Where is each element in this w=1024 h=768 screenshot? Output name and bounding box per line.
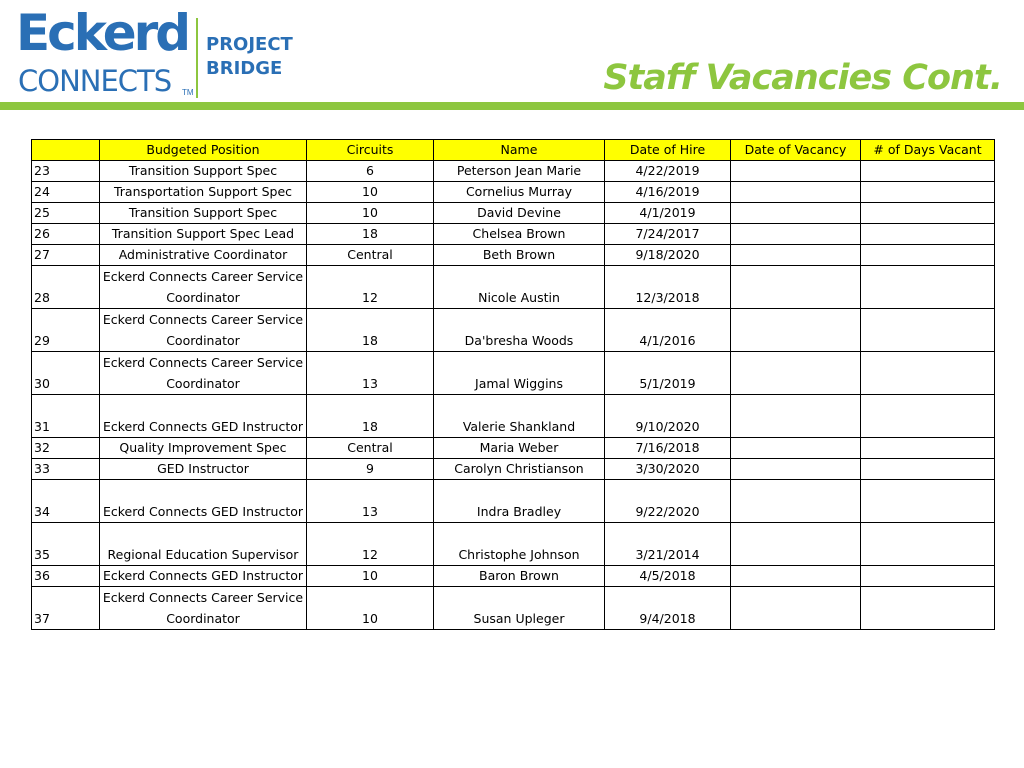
hire-date-cell: 9/10/2020: [605, 395, 731, 438]
hire-date-cell: 7/24/2017: [605, 224, 731, 245]
column-header-circuits: Circuits: [307, 140, 434, 161]
days-vacant-cell: [861, 395, 995, 438]
row-number-cell: 26: [32, 224, 100, 245]
circuits-cell: 12: [307, 266, 434, 309]
row-number-cell: 23: [32, 161, 100, 182]
days-vacant-cell: [861, 352, 995, 395]
vacancy-date-cell: [731, 182, 861, 203]
logo-trademark: TM: [182, 88, 194, 97]
logo-brand-bottom: CONNECTS: [18, 64, 172, 98]
position-cell: Eckerd Connects Career Service Coordinator: [100, 587, 307, 630]
circuits-cell: Central: [307, 438, 434, 459]
name-cell: Chelsea Brown: [434, 224, 605, 245]
name-cell: Indra Bradley: [434, 480, 605, 523]
row-number-cell: 33: [32, 459, 100, 480]
table-row: [32, 266, 995, 309]
days-vacant-cell: [861, 587, 995, 630]
row-number-cell: 31: [32, 395, 100, 438]
table-row: [32, 587, 995, 630]
staff-vacancies-table: [31, 139, 995, 630]
table-row: [32, 182, 995, 203]
position-cell: GED Instructor: [100, 459, 307, 480]
column-header-vacancy-date: Date of Vacancy: [731, 140, 861, 161]
vacancy-date-cell: [731, 161, 861, 182]
hire-date-cell: 4/5/2018: [605, 566, 731, 587]
row-number-cell: 28: [32, 266, 100, 309]
name-cell: Carolyn Christianson: [434, 459, 605, 480]
hire-date-cell: 5/1/2019: [605, 352, 731, 395]
position-cell: Administrative Coordinator: [100, 245, 307, 266]
row-number-cell: 27: [32, 245, 100, 266]
days-vacant-cell: [861, 161, 995, 182]
column-header-position: Budgeted Position: [100, 140, 307, 161]
table-row: [32, 352, 995, 395]
hire-date-cell: 4/16/2019: [605, 182, 731, 203]
vacancy-date-cell: [731, 438, 861, 459]
hire-date-cell: 12/3/2018: [605, 266, 731, 309]
name-cell: Peterson Jean Marie: [434, 161, 605, 182]
hire-date-cell: 9/4/2018: [605, 587, 731, 630]
hire-date-cell: 4/1/2019: [605, 203, 731, 224]
row-number-cell: 32: [32, 438, 100, 459]
column-header-hire-date: Date of Hire: [605, 140, 731, 161]
logo-program-line2: BRIDGE: [206, 58, 283, 79]
table-row: [32, 566, 995, 587]
table-row: [32, 480, 995, 523]
name-cell: Cornelius Murray: [434, 182, 605, 203]
hire-date-cell: 9/18/2020: [605, 245, 731, 266]
position-cell: Quality Improvement Spec: [100, 438, 307, 459]
column-header-name: Name: [434, 140, 605, 161]
circuits-cell: 10: [307, 203, 434, 224]
vacancy-date-cell: [731, 523, 861, 566]
hire-date-cell: 4/1/2016: [605, 309, 731, 352]
vacancy-date-cell: [731, 352, 861, 395]
circuits-cell: 18: [307, 395, 434, 438]
days-vacant-cell: [861, 182, 995, 203]
position-cell: Transition Support Spec: [100, 203, 307, 224]
hire-date-cell: 4/22/2019: [605, 161, 731, 182]
column-header-number: [32, 140, 100, 161]
name-cell: Beth Brown: [434, 245, 605, 266]
vacancy-date-cell: [731, 203, 861, 224]
table-row: [32, 395, 995, 438]
position-cell: Regional Education Supervisor: [100, 523, 307, 566]
days-vacant-cell: [861, 245, 995, 266]
name-cell: Maria Weber: [434, 438, 605, 459]
position-cell: Eckerd Connects GED Instructor: [100, 566, 307, 587]
vacancy-date-cell: [731, 395, 861, 438]
name-cell: Christophe Johnson: [434, 523, 605, 566]
row-number-cell: 36: [32, 566, 100, 587]
table-row: [32, 224, 995, 245]
vacancy-date-cell: [731, 480, 861, 523]
vacancy-date-cell: [731, 224, 861, 245]
days-vacant-cell: [861, 266, 995, 309]
days-vacant-cell: [861, 523, 995, 566]
position-cell: Transition Support Spec Lead: [100, 224, 307, 245]
position-cell: Eckerd Connects GED Instructor: [100, 480, 307, 523]
name-cell: David Devine: [434, 203, 605, 224]
days-vacant-cell: [861, 566, 995, 587]
table-row: [32, 459, 995, 480]
name-cell: Da'bresha Woods: [434, 309, 605, 352]
page-title: Staff Vacancies Cont.: [603, 58, 1002, 98]
days-vacant-cell: [861, 203, 995, 224]
row-number-cell: 25: [32, 203, 100, 224]
position-cell: Eckerd Connects Career Service Coordinator: [100, 266, 307, 309]
position-cell: Transition Support Spec: [100, 161, 307, 182]
circuits-cell: 18: [307, 224, 434, 245]
position-cell: Eckerd Connects GED Instructor: [100, 395, 307, 438]
days-vacant-cell: [861, 224, 995, 245]
logo-divider: [196, 18, 198, 98]
table-header-row: [32, 140, 995, 161]
eckerd-connects-logo: [14, 4, 304, 100]
circuits-cell: 10: [307, 566, 434, 587]
logo-program-line1: PROJECT: [206, 34, 293, 55]
hire-date-cell: 3/21/2014: [605, 523, 731, 566]
days-vacant-cell: [861, 480, 995, 523]
hire-date-cell: 3/30/2020: [605, 459, 731, 480]
name-cell: Baron Brown: [434, 566, 605, 587]
vacancy-date-cell: [731, 459, 861, 480]
position-cell: Eckerd Connects Career Service Coordinator: [100, 309, 307, 352]
table-row: [32, 161, 995, 182]
days-vacant-cell: [861, 309, 995, 352]
circuits-cell: 9: [307, 459, 434, 480]
column-header-days-vacant: # of Days Vacant: [861, 140, 995, 161]
circuits-cell: 12: [307, 523, 434, 566]
circuits-cell: 13: [307, 480, 434, 523]
circuits-cell: 10: [307, 587, 434, 630]
hire-date-cell: 9/22/2020: [605, 480, 731, 523]
name-cell: Jamal Wiggins: [434, 352, 605, 395]
name-cell: Susan Upleger: [434, 587, 605, 630]
vacancy-date-cell: [731, 309, 861, 352]
vacancy-date-cell: [731, 587, 861, 630]
hire-date-cell: 7/16/2018: [605, 438, 731, 459]
logo-brand-top: Eckerd: [16, 4, 189, 62]
vacancy-date-cell: [731, 566, 861, 587]
row-number-cell: 34: [32, 480, 100, 523]
vacancy-date-cell: [731, 266, 861, 309]
position-cell: Transportation Support Spec: [100, 182, 307, 203]
name-cell: Nicole Austin: [434, 266, 605, 309]
header-divider-bar: [0, 102, 1024, 110]
table-row: [32, 523, 995, 566]
row-number-cell: 35: [32, 523, 100, 566]
name-cell: Valerie Shankland: [434, 395, 605, 438]
row-number-cell: 24: [32, 182, 100, 203]
vacancy-date-cell: [731, 245, 861, 266]
row-number-cell: 29: [32, 309, 100, 352]
circuits-cell: 18: [307, 309, 434, 352]
circuits-cell: 10: [307, 182, 434, 203]
circuits-cell: 6: [307, 161, 434, 182]
table-row: [32, 438, 995, 459]
circuits-cell: 13: [307, 352, 434, 395]
table-row: [32, 203, 995, 224]
days-vacant-cell: [861, 438, 995, 459]
circuits-cell: Central: [307, 245, 434, 266]
days-vacant-cell: [861, 459, 995, 480]
table-row: [32, 309, 995, 352]
position-cell: Eckerd Connects Career Service Coordinator: [100, 352, 307, 395]
row-number-cell: 37: [32, 587, 100, 630]
row-number-cell: 30: [32, 352, 100, 395]
table-row: [32, 245, 995, 266]
